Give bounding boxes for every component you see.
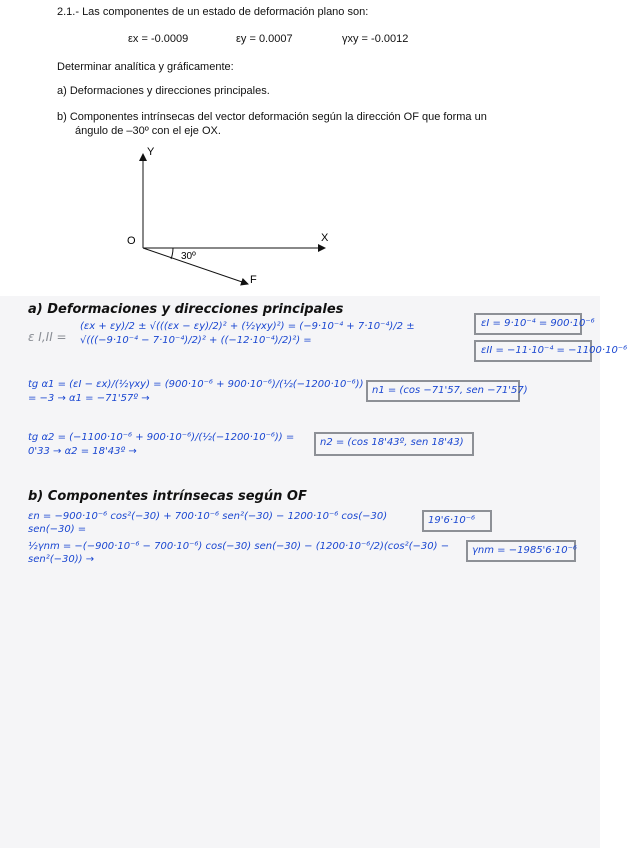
result-n1-box	[366, 380, 528, 402]
axes-diagram	[110, 142, 350, 292]
eps-x-value: εx = -0.0009	[128, 33, 189, 45]
result-gnm-box	[466, 540, 576, 562]
result-en-box	[422, 510, 492, 532]
y-axis-label: Y	[147, 146, 155, 158]
result-n1: n1 = (cos −71'57, sen −71'57)	[372, 385, 528, 396]
instruction-text: Determinar analítica y gráficamente:	[57, 61, 234, 73]
eq3-body: tg α2 = (−1100·10⁻⁶ + 900·10⁻⁶)/(½(−1200·10⁻⁶)) = 0'33 → α2 = 18'43º →	[28, 432, 295, 457]
handwritten-solution-area	[0, 296, 627, 848]
item-b-line1: b) Componentes intrínsecas del vector deformación según la dirección OF que forma un	[57, 111, 487, 123]
result-e2: εII = −11·10⁻⁴ = −1100·10⁻⁶	[481, 345, 627, 356]
problem-statement-page	[0, 0, 600, 296]
result-e2-box	[474, 340, 627, 362]
problem-title: 2.1.- Las componentes de un estado de deformación plano son:	[57, 6, 369, 18]
x-axis-label: X	[321, 232, 329, 244]
angle-arc	[171, 248, 173, 259]
heading-a: a) Deformaciones y direcciones principales	[28, 302, 344, 317]
eps-y-value: εy = 0.0007	[236, 33, 293, 45]
result-n2-box	[314, 432, 474, 456]
gamma-xy-value: γxy = -0.0012	[342, 33, 409, 45]
eq1-lhs: ε I,II =	[28, 330, 67, 344]
item-a-text: a) Deformaciones y direcciones principales.	[57, 85, 270, 97]
angle-label: 30º	[181, 251, 196, 262]
result-gnm: γnm = −1985'6·10⁻⁶	[472, 545, 577, 556]
result-e1: εI = 9·10⁻⁴ = 900·10⁻⁶	[481, 318, 595, 329]
result-en: 19'6·10⁻⁶	[428, 515, 476, 526]
eq2-body: tg α1 = (εI − εx)/(½γxy) = (900·10⁻⁶ + 900·10⁻⁶)/(½(−1200·10⁻⁶)) = −3 → α1 = −71'57º →	[28, 379, 364, 404]
eq4-body: εn = −900·10⁻⁶ cos²(−30) + 700·10⁻⁶ sen²(−30) − 1200·10⁻⁶ cos(−30) sen(−30) =	[28, 511, 388, 535]
result-e1-box	[474, 313, 595, 335]
origin-label: O	[127, 235, 136, 247]
eq1-body: (εx + εy)/2 ± √(((εx − εy)/2)² + (½γxy)²) = (−9·10⁻⁴ + 7·10⁻⁴)/2 ± √(((−9·10⁻⁴ − 7·10⁻⁴)/2)² + ((−12·10⁻⁴)/2)²) =	[80, 321, 415, 346]
heading-b: b) Componentes intrínsecas según OF	[28, 489, 307, 504]
f-label: F	[250, 274, 257, 286]
item-b-line2: ángulo de –30º con el eje OX.	[75, 125, 221, 137]
eq5-body: ½γnm = −(−900·10⁻⁶ − 700·10⁻⁶) cos(−30) sen(−30) − (1200·10⁻⁶/2)(cos²(−30) − sen²(−30)) →	[28, 541, 450, 565]
result-n2: n2 = (cos 18'43º, sen 18'43)	[320, 437, 464, 448]
